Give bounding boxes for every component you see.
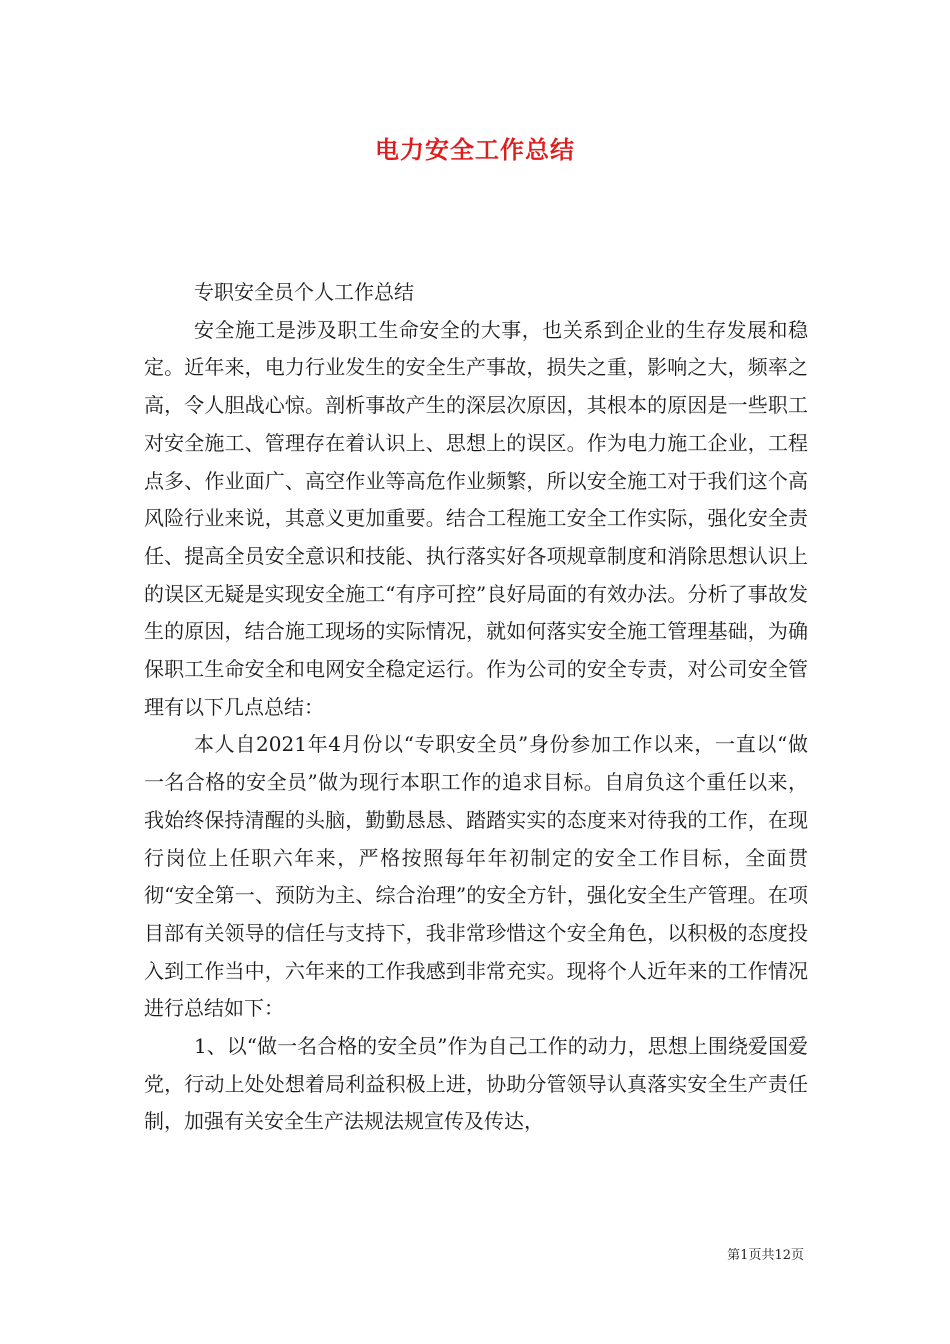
paragraph-subtitle: 专职安全员个人工作总结 bbox=[194, 280, 414, 304]
paragraph-intro: 安全施工是涉及职工生命安全的大事，也关系到企业的生存发展和稳定。近年来，电力行业发生的安全生产事故，损失之重，影响之大，频率之高，令人胆战心惊。剖析事故产生的深层次原因，其根本的原因是一些职工对安全施工、管理存在着认识上、思想上的误区。作为电力施工企业，工程点多、作业面广、高空作业等高危作业频繁，所以安全施工对于我们这个高风险行业来说，其意义更加重要。结合工程施工安全工作实际，强化安全责任、提高全员安全意识和技能、执行落实好各项规章制度和消除思想认识上的误区无疑是实现安全施工“有序可控”良好局面的有效办法。分析了事故发生的原因，结合施工现场的实际情况，就如何落实安全施工管理基础，为确保职工生命安全和电网安全稳定运行。作为公司的安全专责，对公司安全管理有以下几点总结： bbox=[144, 317, 808, 719]
paragraph-item-1: 1、以“做一名合格的安全员”作为自己工作的动力，思想上围绕爱国爱党，行动上处处想着局利益积极上进，协助分管领导认真落实安全生产责任制，加强有关安全生产法规法规宣传及传达， bbox=[144, 1034, 808, 1134]
paragraph-personal: 本人自2021年4月份以“专职安全员”身份参加工作以来，一直以“做一名合格的安全员”做为现行本职工作的追求目标。自肩负这个重任以来，我始终保持清醒的头脑，勤勤恳恳、踏踏实实的态度来对待我的工作，在现行岗位上任职六年来，严格按照每年年初制定的安全工作目标，全面贯彻“安全第一、预防为主、综合治理”的安全方针，强化安全生产管理。在项目部有关领导的信任与支持下，我非常珍惜这个安全角色，以积极的态度投入到工作当中，六年来的工作我感到非常充实。现将个人近年来的工作情况进行总结如下： bbox=[144, 732, 808, 1021]
document-body bbox=[144, 274, 808, 1141]
document-title: 电力安全工作总结 bbox=[375, 135, 575, 164]
page-number: 第1页共12页 bbox=[727, 1248, 804, 1263]
